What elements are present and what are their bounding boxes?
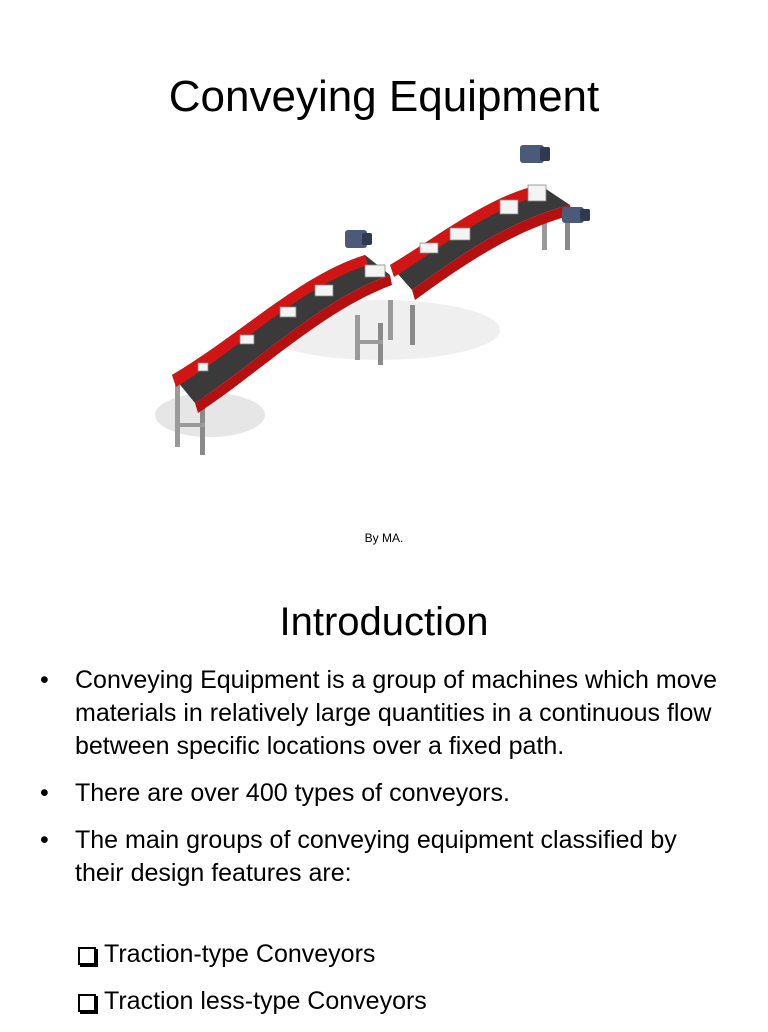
- checkbox-outline-icon: [78, 994, 96, 1012]
- motor-right: [562, 207, 590, 223]
- list-item: [40, 777, 730, 810]
- motor-left: [345, 230, 372, 248]
- list-item: [40, 664, 730, 763]
- sub-item-text: Traction-type Conveyors: [104, 940, 376, 968]
- sub-item-text: Traction less-type Conveyors: [104, 987, 427, 1015]
- sub-list-item: [78, 938, 427, 971]
- bullet-text: The main groups of conveying equipment classified by their design features are:: [75, 826, 677, 887]
- sub-list: [78, 938, 427, 1032]
- author-credit: By MA.: [364, 531, 404, 545]
- slide-title: Conveying Equipment: [168, 72, 600, 121]
- bullet-list: [40, 664, 730, 904]
- list-item: [40, 824, 730, 890]
- bullet-icon: •: [40, 666, 49, 694]
- motor-top: [520, 145, 550, 163]
- bullet-text: Conveying Equipment is a group of machines which move materials in relatively large quantities in a continuous flow between specific locations over a fixed path.: [75, 666, 718, 760]
- bullet-text: There are over 400 types of conveyors.: [75, 779, 510, 807]
- sub-list-item: [78, 985, 427, 1018]
- checkbox-outline-icon: [78, 947, 96, 965]
- bullet-icon: •: [40, 779, 49, 807]
- conveyor-illustration: [150, 135, 600, 470]
- bullet-icon: •: [40, 826, 49, 854]
- section-title: Introduction: [279, 600, 489, 644]
